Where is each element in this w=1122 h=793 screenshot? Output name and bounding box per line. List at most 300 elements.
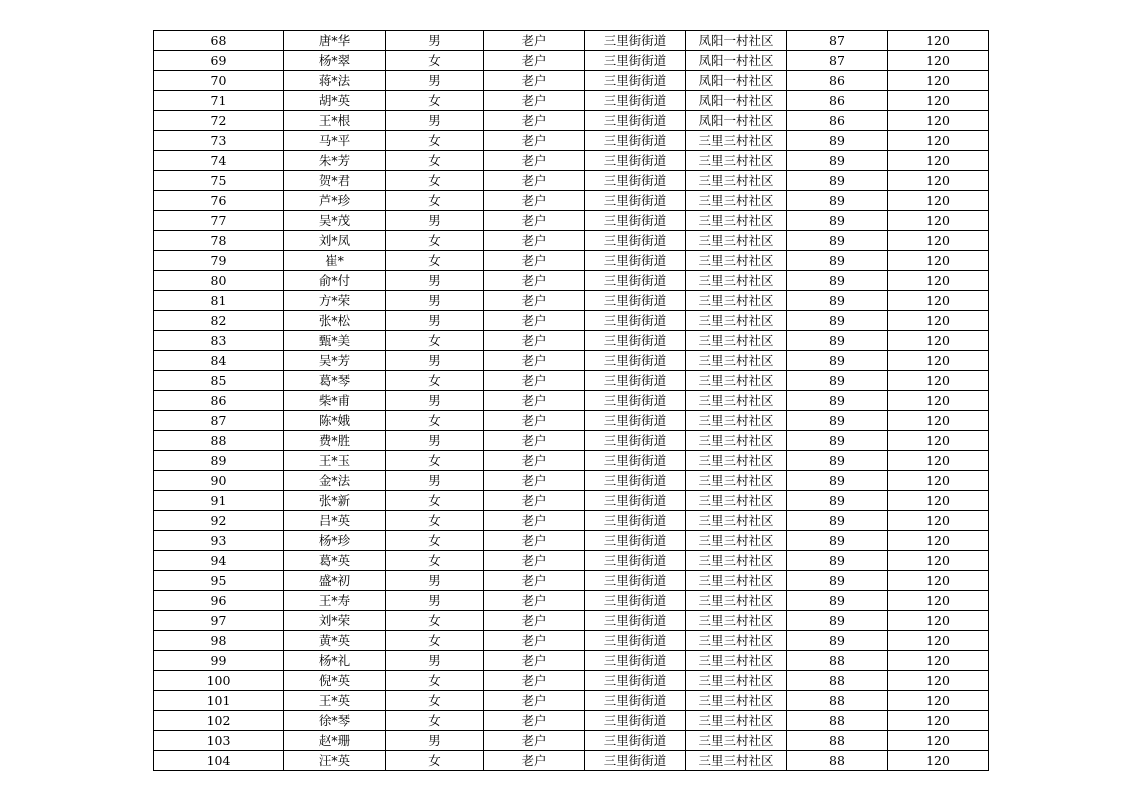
community-cell: 三里三村社区	[686, 311, 787, 331]
household-type-cell: 老户	[484, 131, 585, 151]
name-cell: 汪*英	[284, 751, 386, 771]
gender-cell: 女	[386, 671, 484, 691]
name-cell: 唐*华	[284, 31, 386, 51]
age-cell: 89	[787, 531, 888, 551]
community-cell: 三里三村社区	[686, 751, 787, 771]
gender-cell: 女	[386, 231, 484, 251]
household-type-cell: 老户	[484, 591, 585, 611]
table-row	[154, 151, 989, 171]
community-cell: 三里三村社区	[686, 591, 787, 611]
row-number-cell: 79	[154, 251, 284, 271]
gender-cell: 女	[386, 751, 484, 771]
table-row	[154, 211, 989, 231]
community-cell: 三里三村社区	[686, 711, 787, 731]
age-cell: 89	[787, 191, 888, 211]
table-row	[154, 111, 989, 131]
household-type-cell: 老户	[484, 311, 585, 331]
street-cell: 三里街街道	[585, 411, 686, 431]
gender-cell: 女	[386, 371, 484, 391]
name-cell: 张*新	[284, 491, 386, 511]
gender-cell: 女	[386, 91, 484, 111]
gender-cell: 女	[386, 51, 484, 71]
gender-cell: 男	[386, 71, 484, 91]
street-cell: 三里街街道	[585, 111, 686, 131]
community-cell: 三里三村社区	[686, 351, 787, 371]
amount-cell: 120	[888, 631, 989, 651]
amount-cell: 120	[888, 691, 989, 711]
household-type-cell: 老户	[484, 651, 585, 671]
age-cell: 88	[787, 671, 888, 691]
street-cell: 三里街街道	[585, 171, 686, 191]
age-cell: 89	[787, 411, 888, 431]
age-cell: 86	[787, 71, 888, 91]
table-row	[154, 731, 989, 751]
table-row	[154, 71, 989, 91]
street-cell: 三里街街道	[585, 231, 686, 251]
household-type-cell: 老户	[484, 631, 585, 651]
street-cell: 三里街街道	[585, 31, 686, 51]
table-row	[154, 251, 989, 271]
row-number-cell: 76	[154, 191, 284, 211]
name-cell: 赵*珊	[284, 731, 386, 751]
household-type-cell: 老户	[484, 91, 585, 111]
table-body	[154, 31, 989, 771]
amount-cell: 120	[888, 131, 989, 151]
street-cell: 三里街街道	[585, 551, 686, 571]
row-number-cell: 75	[154, 171, 284, 191]
amount-cell: 120	[888, 531, 989, 551]
table-row	[154, 651, 989, 671]
row-number-cell: 92	[154, 511, 284, 531]
table-row	[154, 671, 989, 691]
gender-cell: 女	[386, 191, 484, 211]
amount-cell: 120	[888, 31, 989, 51]
age-cell: 89	[787, 351, 888, 371]
gender-cell: 女	[386, 631, 484, 651]
amount-cell: 120	[888, 431, 989, 451]
row-number-cell: 88	[154, 431, 284, 451]
age-cell: 89	[787, 151, 888, 171]
age-cell: 89	[787, 591, 888, 611]
amount-cell: 120	[888, 411, 989, 431]
table-row	[154, 711, 989, 731]
household-type-cell: 老户	[484, 171, 585, 191]
community-cell: 三里三村社区	[686, 171, 787, 191]
name-cell: 杨*礼	[284, 651, 386, 671]
age-cell: 88	[787, 691, 888, 711]
household-type-cell: 老户	[484, 251, 585, 271]
gender-cell: 女	[386, 551, 484, 571]
age-cell: 88	[787, 751, 888, 771]
gender-cell: 女	[386, 611, 484, 631]
row-number-cell: 80	[154, 271, 284, 291]
name-cell: 刘*荣	[284, 611, 386, 631]
amount-cell: 120	[888, 71, 989, 91]
name-cell: 贺*君	[284, 171, 386, 191]
community-cell: 三里三村社区	[686, 251, 787, 271]
row-number-cell: 87	[154, 411, 284, 431]
name-cell: 蒋*法	[284, 71, 386, 91]
age-cell: 89	[787, 211, 888, 231]
gender-cell: 女	[386, 691, 484, 711]
row-number-cell: 102	[154, 711, 284, 731]
row-number-cell: 82	[154, 311, 284, 331]
community-cell: 凤阳一村社区	[686, 51, 787, 71]
age-cell: 89	[787, 551, 888, 571]
table-row	[154, 91, 989, 111]
name-cell: 陈*娥	[284, 411, 386, 431]
gender-cell: 女	[386, 151, 484, 171]
gender-cell: 女	[386, 411, 484, 431]
street-cell: 三里街街道	[585, 251, 686, 271]
row-number-cell: 78	[154, 231, 284, 251]
gender-cell: 男	[386, 31, 484, 51]
household-type-cell: 老户	[484, 711, 585, 731]
row-number-cell: 83	[154, 331, 284, 351]
row-number-cell: 69	[154, 51, 284, 71]
table-row	[154, 451, 989, 471]
age-cell: 88	[787, 731, 888, 751]
row-number-cell: 86	[154, 391, 284, 411]
household-type-cell: 老户	[484, 111, 585, 131]
amount-cell: 120	[888, 111, 989, 131]
name-cell: 柴*甫	[284, 391, 386, 411]
street-cell: 三里街街道	[585, 751, 686, 771]
household-type-cell: 老户	[484, 211, 585, 231]
household-type-cell: 老户	[484, 51, 585, 71]
amount-cell: 120	[888, 391, 989, 411]
street-cell: 三里街街道	[585, 211, 686, 231]
amount-cell: 120	[888, 191, 989, 211]
name-cell: 杨*珍	[284, 531, 386, 551]
row-number-cell: 99	[154, 651, 284, 671]
household-type-cell: 老户	[484, 531, 585, 551]
row-number-cell: 98	[154, 631, 284, 651]
table-row	[154, 631, 989, 651]
name-cell: 葛*琴	[284, 371, 386, 391]
table-row	[154, 291, 989, 311]
age-cell: 89	[787, 251, 888, 271]
street-cell: 三里街街道	[585, 431, 686, 451]
household-type-cell: 老户	[484, 471, 585, 491]
household-type-cell: 老户	[484, 231, 585, 251]
table-row	[154, 331, 989, 351]
household-type-cell: 老户	[484, 511, 585, 531]
gender-cell: 男	[386, 591, 484, 611]
age-cell: 89	[787, 611, 888, 631]
age-cell: 89	[787, 311, 888, 331]
street-cell: 三里街街道	[585, 91, 686, 111]
community-cell: 三里三村社区	[686, 211, 787, 231]
row-number-cell: 94	[154, 551, 284, 571]
street-cell: 三里街街道	[585, 331, 686, 351]
amount-cell: 120	[888, 271, 989, 291]
community-cell: 三里三村社区	[686, 391, 787, 411]
community-cell: 三里三村社区	[686, 731, 787, 751]
row-number-cell: 81	[154, 291, 284, 311]
household-type-cell: 老户	[484, 371, 585, 391]
name-cell: 朱*芳	[284, 151, 386, 171]
household-type-cell: 老户	[484, 271, 585, 291]
street-cell: 三里街街道	[585, 311, 686, 331]
age-cell: 87	[787, 51, 888, 71]
name-cell: 倪*英	[284, 671, 386, 691]
community-cell: 三里三村社区	[686, 291, 787, 311]
street-cell: 三里街街道	[585, 131, 686, 151]
household-type-cell: 老户	[484, 611, 585, 631]
gender-cell: 男	[386, 291, 484, 311]
name-cell: 王*根	[284, 111, 386, 131]
amount-cell: 120	[888, 51, 989, 71]
street-cell: 三里街街道	[585, 531, 686, 551]
community-cell: 三里三村社区	[686, 531, 787, 551]
table-row	[154, 691, 989, 711]
table-row	[154, 231, 989, 251]
name-cell: 马*平	[284, 131, 386, 151]
name-cell: 葛*英	[284, 551, 386, 571]
household-type-cell: 老户	[484, 351, 585, 371]
row-number-cell: 89	[154, 451, 284, 471]
gender-cell: 男	[386, 391, 484, 411]
age-cell: 89	[787, 291, 888, 311]
street-cell: 三里街街道	[585, 591, 686, 611]
amount-cell: 120	[888, 731, 989, 751]
community-cell: 三里三村社区	[686, 611, 787, 631]
community-cell: 凤阳一村社区	[686, 91, 787, 111]
table-row	[154, 31, 989, 51]
amount-cell: 120	[888, 651, 989, 671]
street-cell: 三里街街道	[585, 691, 686, 711]
age-cell: 86	[787, 111, 888, 131]
household-type-cell: 老户	[484, 491, 585, 511]
gender-cell: 男	[386, 651, 484, 671]
amount-cell: 120	[888, 231, 989, 251]
street-cell: 三里街街道	[585, 511, 686, 531]
community-cell: 三里三村社区	[686, 271, 787, 291]
table-row	[154, 531, 989, 551]
community-cell: 三里三村社区	[686, 411, 787, 431]
table-row	[154, 591, 989, 611]
amount-cell: 120	[888, 671, 989, 691]
age-cell: 89	[787, 171, 888, 191]
table-row	[154, 171, 989, 191]
community-cell: 三里三村社区	[686, 331, 787, 351]
amount-cell: 120	[888, 511, 989, 531]
amount-cell: 120	[888, 331, 989, 351]
name-cell: 王*英	[284, 691, 386, 711]
gender-cell: 女	[386, 251, 484, 271]
age-cell: 88	[787, 711, 888, 731]
amount-cell: 120	[888, 311, 989, 331]
row-number-cell: 70	[154, 71, 284, 91]
row-number-cell: 71	[154, 91, 284, 111]
row-number-cell: 101	[154, 691, 284, 711]
gender-cell: 男	[386, 271, 484, 291]
age-cell: 89	[787, 271, 888, 291]
amount-cell: 120	[888, 751, 989, 771]
street-cell: 三里街街道	[585, 731, 686, 751]
street-cell: 三里街街道	[585, 391, 686, 411]
street-cell: 三里街街道	[585, 571, 686, 591]
community-cell: 凤阳一村社区	[686, 111, 787, 131]
name-cell: 盛*初	[284, 571, 386, 591]
row-number-cell: 91	[154, 491, 284, 511]
household-type-cell: 老户	[484, 731, 585, 751]
age-cell: 89	[787, 231, 888, 251]
street-cell: 三里街街道	[585, 371, 686, 391]
household-type-cell: 老户	[484, 291, 585, 311]
name-cell: 甄*美	[284, 331, 386, 351]
gender-cell: 女	[386, 331, 484, 351]
gender-cell: 男	[386, 211, 484, 231]
row-number-cell: 90	[154, 471, 284, 491]
gender-cell: 男	[386, 351, 484, 371]
table-row	[154, 51, 989, 71]
table-row	[154, 571, 989, 591]
row-number-cell: 85	[154, 371, 284, 391]
records-table	[153, 30, 989, 771]
gender-cell: 女	[386, 491, 484, 511]
household-type-cell: 老户	[484, 331, 585, 351]
amount-cell: 120	[888, 571, 989, 591]
name-cell: 方*荣	[284, 291, 386, 311]
name-cell: 吴*茂	[284, 211, 386, 231]
name-cell: 吴*芳	[284, 351, 386, 371]
household-type-cell: 老户	[484, 431, 585, 451]
name-cell: 吕*英	[284, 511, 386, 531]
row-number-cell: 74	[154, 151, 284, 171]
table-row	[154, 351, 989, 371]
community-cell: 三里三村社区	[686, 491, 787, 511]
name-cell: 张*松	[284, 311, 386, 331]
street-cell: 三里街街道	[585, 71, 686, 91]
community-cell: 三里三村社区	[686, 571, 787, 591]
household-type-cell: 老户	[484, 191, 585, 211]
age-cell: 89	[787, 131, 888, 151]
gender-cell: 男	[386, 471, 484, 491]
community-cell: 三里三村社区	[686, 651, 787, 671]
gender-cell: 男	[386, 311, 484, 331]
amount-cell: 120	[888, 551, 989, 571]
amount-cell: 120	[888, 471, 989, 491]
table-row	[154, 311, 989, 331]
name-cell: 俞*付	[284, 271, 386, 291]
row-number-cell: 100	[154, 671, 284, 691]
street-cell: 三里街街道	[585, 451, 686, 471]
community-cell: 凤阳一村社区	[686, 71, 787, 91]
gender-cell: 女	[386, 131, 484, 151]
community-cell: 三里三村社区	[686, 191, 787, 211]
row-number-cell: 93	[154, 531, 284, 551]
gender-cell: 女	[386, 531, 484, 551]
community-cell: 三里三村社区	[686, 551, 787, 571]
household-type-cell: 老户	[484, 571, 585, 591]
household-type-cell: 老户	[484, 391, 585, 411]
age-cell: 89	[787, 471, 888, 491]
gender-cell: 女	[386, 511, 484, 531]
community-cell: 三里三村社区	[686, 431, 787, 451]
table-row	[154, 491, 989, 511]
table-row	[154, 551, 989, 571]
table-row	[154, 751, 989, 771]
amount-cell: 120	[888, 171, 989, 191]
name-cell: 徐*琴	[284, 711, 386, 731]
name-cell: 芦*珍	[284, 191, 386, 211]
street-cell: 三里街街道	[585, 471, 686, 491]
household-type-cell: 老户	[484, 411, 585, 431]
table-row	[154, 611, 989, 631]
household-type-cell: 老户	[484, 31, 585, 51]
street-cell: 三里街街道	[585, 611, 686, 631]
row-number-cell: 104	[154, 751, 284, 771]
community-cell: 三里三村社区	[686, 151, 787, 171]
gender-cell: 女	[386, 451, 484, 471]
amount-cell: 120	[888, 351, 989, 371]
household-type-cell: 老户	[484, 551, 585, 571]
name-cell: 杨*翠	[284, 51, 386, 71]
community-cell: 三里三村社区	[686, 371, 787, 391]
street-cell: 三里街街道	[585, 351, 686, 371]
community-cell: 三里三村社区	[686, 691, 787, 711]
age-cell: 87	[787, 31, 888, 51]
street-cell: 三里街街道	[585, 191, 686, 211]
age-cell: 89	[787, 491, 888, 511]
gender-cell: 男	[386, 431, 484, 451]
gender-cell: 男	[386, 111, 484, 131]
age-cell: 89	[787, 631, 888, 651]
gender-cell: 男	[386, 731, 484, 751]
household-type-cell: 老户	[484, 751, 585, 771]
table-row	[154, 511, 989, 531]
household-type-cell: 老户	[484, 71, 585, 91]
household-type-cell: 老户	[484, 691, 585, 711]
age-cell: 89	[787, 331, 888, 351]
table-row	[154, 391, 989, 411]
amount-cell: 120	[888, 151, 989, 171]
name-cell: 刘*凤	[284, 231, 386, 251]
table-row	[154, 371, 989, 391]
age-cell: 89	[787, 511, 888, 531]
street-cell: 三里街街道	[585, 491, 686, 511]
name-cell: 胡*英	[284, 91, 386, 111]
amount-cell: 120	[888, 91, 989, 111]
age-cell: 89	[787, 451, 888, 471]
row-number-cell: 95	[154, 571, 284, 591]
household-type-cell: 老户	[484, 151, 585, 171]
amount-cell: 120	[888, 491, 989, 511]
street-cell: 三里街街道	[585, 291, 686, 311]
row-number-cell: 103	[154, 731, 284, 751]
name-cell: 黄*英	[284, 631, 386, 651]
amount-cell: 120	[888, 711, 989, 731]
age-cell: 89	[787, 571, 888, 591]
gender-cell: 男	[386, 571, 484, 591]
table-row	[154, 191, 989, 211]
table-row	[154, 131, 989, 151]
street-cell: 三里街街道	[585, 51, 686, 71]
table-row	[154, 271, 989, 291]
age-cell: 89	[787, 431, 888, 451]
community-cell: 三里三村社区	[686, 511, 787, 531]
street-cell: 三里街街道	[585, 631, 686, 651]
age-cell: 86	[787, 91, 888, 111]
amount-cell: 120	[888, 451, 989, 471]
amount-cell: 120	[888, 611, 989, 631]
amount-cell: 120	[888, 371, 989, 391]
street-cell: 三里街街道	[585, 651, 686, 671]
age-cell: 88	[787, 651, 888, 671]
gender-cell: 女	[386, 171, 484, 191]
